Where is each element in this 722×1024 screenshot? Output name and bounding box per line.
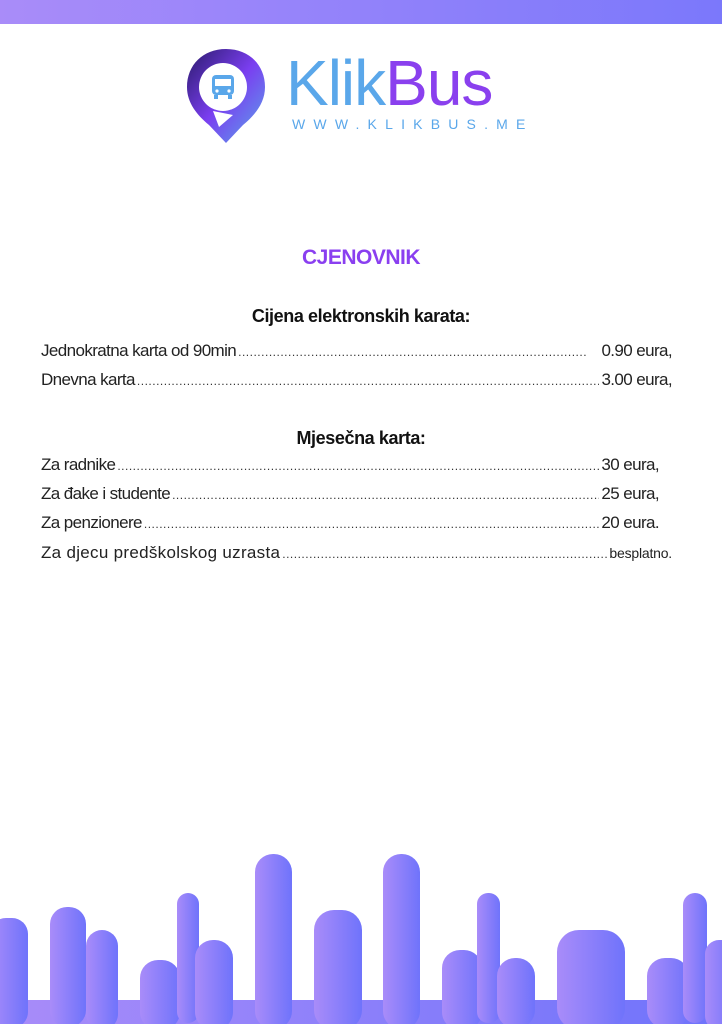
price-row [41,543,672,563]
bus-location-pin-icon [183,45,269,147]
price-row [41,455,659,475]
price-row [41,484,659,504]
item-label: Za penzionere [41,513,142,532]
city-skyline-decoration [0,840,722,1024]
item-label: Za radnike [41,455,116,474]
price-row [41,370,672,390]
item-price: 0.90 eura, [601,341,672,360]
website-url: WWW.KLIKBUS.ME [292,116,534,132]
dot-leader [144,517,600,531]
item-label: Za đake i studente [41,484,171,503]
section-heading-electronic: Cijena elektronskih karata: [251,306,471,326]
dot-leader [137,374,600,388]
brand-part-klik: Klik [286,47,386,119]
item-label: Dnevna karta [41,370,135,389]
item-price: besplatno. [609,545,672,561]
price-row [41,341,672,361]
item-price: 30 eura, [601,455,659,474]
dot-leader [117,459,599,473]
dot-leader [172,488,599,502]
item-price: 20 eura. [601,513,659,532]
item-label: Za djecu predškolskog uzrasta [41,543,281,562]
section-heading-monthly: Mjesečna karta: [296,428,426,448]
dot-leader [282,547,607,561]
item-price: 3.00 eura, [601,370,672,389]
brand-logo-text [286,48,492,118]
page-title: CJENOVNIK [301,246,421,269]
price-row [41,513,659,533]
brand-part-bus: Bus [385,47,493,119]
item-price: 25 eura, [601,484,659,503]
top-gradient-bar [0,0,722,24]
dot-leader [238,345,587,359]
item-label: Jednokratna karta od 90min [41,341,237,360]
